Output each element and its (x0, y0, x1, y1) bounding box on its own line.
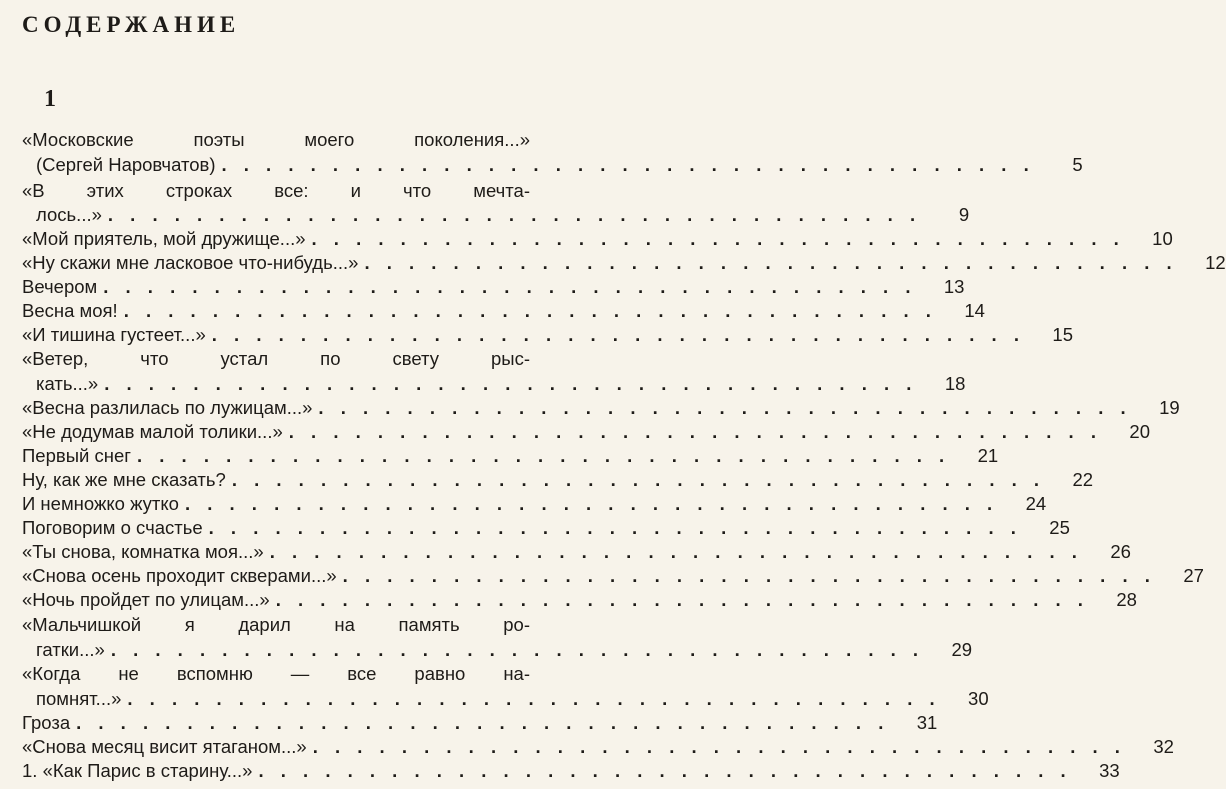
toc-page-number: 29 (951, 639, 973, 660)
toc-entry-line (22, 251, 1226, 275)
toc-entry-title: «В этих строках все: и что мечта- (22, 180, 530, 201)
toc-entry-title: помнят...» (36, 688, 122, 709)
toc-page-number: 33 (1099, 760, 1120, 781)
toc-page-number: 30 (968, 688, 989, 709)
toc-entry-title: И немножко жутко (22, 493, 179, 514)
toc-entry-line (22, 179, 530, 203)
toc-entry-line (22, 492, 1047, 516)
toc-page-number: 20 (1129, 421, 1150, 442)
section-number: 1 (44, 86, 56, 112)
toc-page-number: 9 (958, 204, 970, 225)
dot-leader: . . . . . . . . . . . . . . . . . . . . . . . . . . . . . . . . . . . . . (123, 300, 937, 321)
toc-entry-title: «И тишина густеет...» (22, 324, 206, 345)
toc-entry-line (22, 323, 1073, 347)
toc-entry-line (36, 638, 973, 662)
toc-page-number: 19 (1159, 397, 1180, 418)
dot-leader: . . . . . . . . . . . . . . . . . . . . . . . . . . . . . . . . . . . . . (275, 589, 1089, 610)
dot-leader: . . . . . . . . . . . . . . . . . . . . . . . . . . . . . . . . . . . . . (258, 760, 1072, 781)
toc-entry-line (22, 444, 999, 468)
dot-leader: . . . . . . . . . . . . . . . . . . . . . . . . . . . . . . . . . . . . . (342, 565, 1156, 586)
toc-entry-line (22, 662, 530, 686)
dot-leader: . . . . . . . . . . . . . . . . . . . . . . . . . . . . . . . . . . . . . (269, 541, 1083, 562)
dot-leader: . . . . . . . . . . . . . . . . . . . . . . . . . . . . . . . . . . . . . (127, 688, 941, 709)
dot-leader: . . . . . . . . . . . . . . . . . . . . . . . . . . . . . . . . . . . . . (104, 373, 918, 394)
toc-entry-line (22, 588, 1137, 612)
toc-entry-line (36, 203, 970, 227)
toc-entry-title: «Ну скажи мне ласковое что-нибудь...» (22, 252, 359, 273)
dot-leader: . . . . . . . . . . . . . . . . . . . . . . . . . . . . . . . . . . . . . (312, 736, 1126, 757)
dot-leader: . . . . . . . . . . . . . . . . . . . . . . . . . . . . . . . . . . . . . (103, 276, 917, 297)
toc-entry-line (22, 227, 1173, 251)
toc-page-number: 27 (1183, 565, 1204, 586)
toc-entry-line (22, 275, 965, 299)
toc-page-number: 24 (1025, 493, 1047, 514)
dot-leader: . . . . . . . . . . . . . . . . . . . . . . . . . . . . . . . . . . . . . (311, 228, 1125, 249)
toc-entry-title: «Московские поэты моего поколения...» (22, 129, 530, 150)
toc-page-number: 15 (1052, 324, 1073, 345)
toc-page-number: 10 (1152, 228, 1173, 249)
toc-entry-title: (Сергей Наровчатов) (36, 154, 216, 175)
toc-page-number: 14 (964, 300, 985, 321)
toc-entry-title: гатки...» (36, 639, 105, 660)
dot-leader: . . . . . . . . . . . . . . . . . . . . . . . . . . . . . . . . . . . . . (231, 469, 1046, 490)
toc-entry-title: «Снова месяц висит ятаганом...» (22, 736, 307, 757)
toc-entry-title: «Не додумав малой толики...» (22, 421, 283, 442)
toc-entry-line (22, 128, 530, 152)
toc-entry-title: кать...» (36, 373, 99, 394)
dot-leader: . . . . . . . . . . . . . . . . . . . . . . . . . . . . . . . . . . . . . (364, 252, 1178, 273)
toc-entry-title: Поговорим о счастье (22, 517, 203, 538)
dot-leader: . . . . . . . . . . . . . . . . . . . . . . . . . . . . . . . . . . . . . (136, 445, 951, 466)
toc-entry-line (22, 759, 1120, 783)
toc-entry-title: Весна моя! (22, 300, 118, 321)
toc-entry-line (22, 564, 1204, 588)
toc-entry-title: лось...» (36, 204, 102, 225)
toc-entry-line (22, 420, 1150, 444)
dot-leader: . . . . . . . . . . . . . . . . . . . . . . . . . . . . . . . . . . . . . (110, 639, 925, 660)
toc-page-number: 5 (1072, 154, 1083, 175)
dot-leader: . . . . . . . . . . . . . . . . . . . . . . . . . . . . . . . . . . . . . (107, 204, 922, 225)
toc-entry-title: «Весна разлилась по лужицам...» (22, 397, 313, 418)
toc-entry-line (22, 347, 530, 371)
toc-entry-line (22, 613, 530, 637)
toc-entry-title: «Снова осень проходит скверами...» (22, 565, 337, 586)
dot-leader: . . . . . . . . . . . . . . . . . . . . . . . . . . . . . . . . . . . . . (318, 397, 1132, 418)
toc-entry-line (36, 687, 989, 711)
toc-page-number: 13 (943, 276, 965, 297)
toc-page-number: 12 (1205, 252, 1226, 273)
toc-page-number: 31 (916, 712, 938, 733)
dot-leader: . . . . . . . . . . . . . . . . . . . . . . . . . . . . . . . . . . . . . (76, 712, 890, 733)
toc-entry-line (36, 153, 1083, 177)
toc-page-number: 21 (977, 445, 999, 466)
toc-entry-line (22, 711, 938, 735)
toc-page-number: 26 (1110, 541, 1131, 562)
toc-entry-line (22, 468, 1094, 492)
toc-entry-line (22, 540, 1131, 564)
toc-entry-line (22, 735, 1174, 759)
contents-heading: СОДЕРЖАНИЕ (22, 12, 241, 37)
dot-leader: . . . . . . . . . . . . . . . . . . . . . . . . . . . . . . . . . . . . . (221, 154, 1035, 175)
toc-page-number: 25 (1049, 517, 1070, 538)
toc-page-number: 28 (1116, 589, 1137, 610)
toc-entry-title: «Ночь пройдет по улицам...» (22, 589, 270, 610)
toc-entry-title: «Мой приятель, мой дружище...» (22, 228, 306, 249)
toc-page-number: 18 (944, 373, 966, 394)
toc-entry-title: Первый снег (22, 445, 131, 466)
toc-entry-title: «Ветер, что устал по свету рыс- (22, 348, 530, 369)
toc-entry-title: Ну, как же мне сказать? (22, 469, 226, 490)
toc-entry-title: 1. «Как Парис в старину...» (22, 760, 253, 781)
toc-entry-line (36, 372, 966, 396)
toc-entry-title: «Когда не вспомню — все равно на- (22, 663, 530, 684)
dot-leader: . . . . . . . . . . . . . . . . . . . . . . . . . . . . . . . . . . . . . (211, 324, 1025, 345)
toc-entry-title: «Мальчишкой я дарил на память ро- (22, 614, 530, 635)
toc-entry-title: Гроза (22, 712, 71, 733)
dot-leader: . . . . . . . . . . . . . . . . . . . . . . . . . . . . . . . . . . . . . (208, 517, 1022, 538)
toc-entry-line (22, 299, 985, 323)
toc-entry-line (22, 516, 1070, 540)
toc-page-number: 32 (1153, 736, 1174, 757)
toc-entry-title: «Ты снова, комнатка моя...» (22, 541, 264, 562)
toc-page-number: 22 (1072, 469, 1094, 490)
toc-entry-line (22, 396, 1180, 420)
dot-leader: . . . . . . . . . . . . . . . . . . . . . . . . . . . . . . . . . . . . . (184, 493, 999, 514)
dot-leader: . . . . . . . . . . . . . . . . . . . . . . . . . . . . . . . . . . . . . (288, 421, 1102, 442)
toc-entry-title: Вечером (22, 276, 98, 297)
